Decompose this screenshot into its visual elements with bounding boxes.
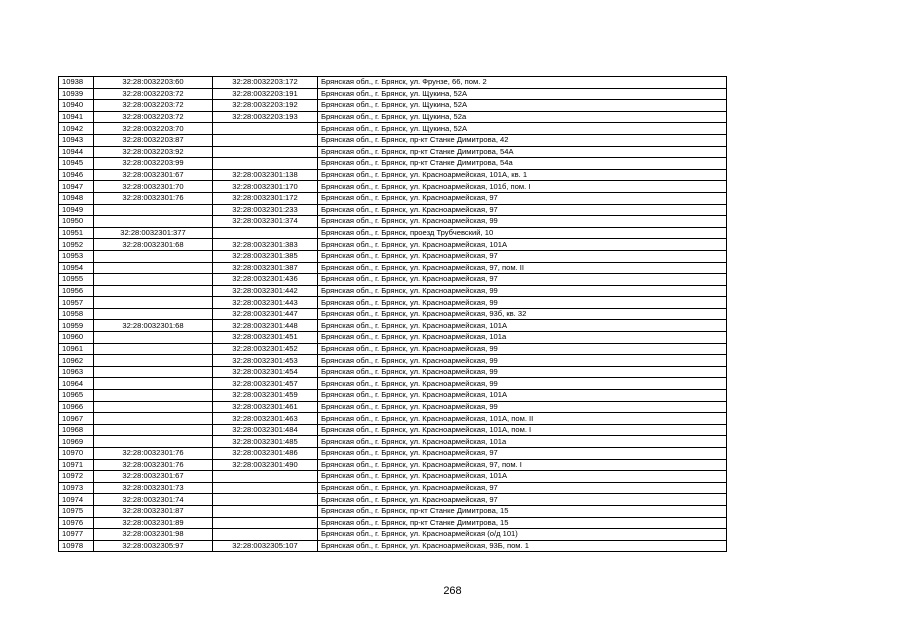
parcel-cadastral-number-cell: 32:28:0032305:97 — [94, 540, 213, 552]
parcel-cadastral-number-cell: 32:28:0032301:377 — [94, 227, 213, 239]
parcel-cadastral-number-cell: 32:28:0032301:89 — [94, 517, 213, 529]
parcel-cadastral-number-cell — [94, 262, 213, 274]
record-number-cell: 10943 — [59, 134, 94, 146]
record-number-cell: 10970 — [59, 448, 94, 460]
parcel-cadastral-number-cell: 32:28:0032301:68 — [94, 320, 213, 332]
object-cadastral-number-cell: 32:28:0032301:490 — [213, 459, 318, 471]
object-cadastral-number-cell — [213, 146, 318, 158]
record-number-cell: 10942 — [59, 123, 94, 135]
parcel-cadastral-number-cell — [94, 390, 213, 402]
table-row — [59, 540, 727, 552]
address-cell: Брянская обл., г. Брянск, ул. Красноармейская, 97, пом. I — [318, 459, 727, 471]
parcel-cadastral-number-cell — [94, 297, 213, 309]
table-row — [59, 88, 727, 100]
cadastral-table-body — [59, 77, 727, 552]
record-number-cell: 10975 — [59, 505, 94, 517]
address-cell: Брянская обл., г. Брянск, ул. Красноармейская, 101А — [318, 239, 727, 251]
record-number-cell: 10971 — [59, 459, 94, 471]
table-row — [59, 274, 727, 286]
table-row — [59, 227, 727, 239]
parcel-cadastral-number-cell: 32:28:0032301:70 — [94, 181, 213, 193]
parcel-cadastral-number-cell — [94, 343, 213, 355]
parcel-cadastral-number-cell — [94, 424, 213, 436]
record-number-cell: 10963 — [59, 366, 94, 378]
object-cadastral-number-cell: 32:28:0032301:457 — [213, 378, 318, 390]
table-row — [59, 459, 727, 471]
address-cell: Брянская обл., г. Брянск, ул. Красноармейская, 97 — [318, 482, 727, 494]
address-cell: Брянская обл., г. Брянск, ул. Красноармейская, 93б, кв. 32 — [318, 308, 727, 320]
address-cell: Брянская обл., г. Брянск, ул. Красноармейская, 101А — [318, 320, 727, 332]
table-row — [59, 146, 727, 158]
record-number-cell: 10978 — [59, 540, 94, 552]
parcel-cadastral-number-cell: 32:28:0032301:67 — [94, 169, 213, 181]
object-cadastral-number-cell — [213, 471, 318, 483]
object-cadastral-number-cell — [213, 227, 318, 239]
table-row — [59, 401, 727, 413]
table-row — [59, 216, 727, 228]
record-number-cell: 10967 — [59, 413, 94, 425]
object-cadastral-number-cell: 32:28:0032301:436 — [213, 274, 318, 286]
object-cadastral-number-cell: 32:28:0032301:374 — [213, 216, 318, 228]
object-cadastral-number-cell: 32:28:0032301:459 — [213, 390, 318, 402]
address-cell: Брянская обл., г. Брянск, ул. Красноармейская, 99 — [318, 401, 727, 413]
address-cell: Брянская обл., г. Брянск, ул. Щукина, 52А — [318, 123, 727, 135]
record-number-cell: 10940 — [59, 100, 94, 112]
table-row — [59, 169, 727, 181]
parcel-cadastral-number-cell: 32:28:0032203:72 — [94, 88, 213, 100]
record-number-cell: 10953 — [59, 250, 94, 262]
record-number-cell: 10939 — [59, 88, 94, 100]
parcel-cadastral-number-cell — [94, 285, 213, 297]
record-number-cell: 10945 — [59, 158, 94, 170]
parcel-cadastral-number-cell: 32:28:0032203:72 — [94, 100, 213, 112]
record-number-cell: 10949 — [59, 204, 94, 216]
address-cell: Брянская обл., г. Брянск, ул. Красноармейская, 99 — [318, 366, 727, 378]
record-number-cell: 10973 — [59, 482, 94, 494]
parcel-cadastral-number-cell: 32:28:0032301:87 — [94, 505, 213, 517]
record-number-cell: 10956 — [59, 285, 94, 297]
table-row — [59, 134, 727, 146]
address-cell: Брянская обл., г. Брянск, ул. Красноармейская, 101А — [318, 471, 727, 483]
record-number-cell: 10977 — [59, 529, 94, 541]
table-row — [59, 505, 727, 517]
address-cell: Брянская обл., г. Брянск, ул. Красноармейская, 99 — [318, 355, 727, 367]
address-cell: Брянская обл., г. Брянск, ул. Щукина, 52А — [318, 88, 727, 100]
parcel-cadastral-number-cell — [94, 308, 213, 320]
object-cadastral-number-cell: 32:28:0032301:385 — [213, 250, 318, 262]
parcel-cadastral-number-cell: 32:28:0032301:68 — [94, 239, 213, 251]
table-row — [59, 517, 727, 529]
object-cadastral-number-cell: 32:28:0032203:192 — [213, 100, 318, 112]
parcel-cadastral-number-cell — [94, 216, 213, 228]
record-number-cell: 10965 — [59, 390, 94, 402]
object-cadastral-number-cell — [213, 482, 318, 494]
address-cell: Брянская обл., г. Брянск, ул. Красноармейская, 101б, пом. I — [318, 181, 727, 193]
record-number-cell: 10961 — [59, 343, 94, 355]
page-number: 268 — [443, 585, 462, 597]
table-row — [59, 355, 727, 367]
record-number-cell: 10938 — [59, 77, 94, 89]
address-cell: Брянская обл., г. Брянск, ул. Красноармейская, 99 — [318, 297, 727, 309]
parcel-cadastral-number-cell: 32:28:0032301:76 — [94, 459, 213, 471]
parcel-cadastral-number-cell — [94, 366, 213, 378]
object-cadastral-number-cell: 32:28:0032301:461 — [213, 401, 318, 413]
address-cell: Брянская обл., г. Брянск, пр-кт Станке Димитрова, 54а — [318, 158, 727, 170]
table-row — [59, 181, 727, 193]
parcel-cadastral-number-cell: 32:28:0032301:76 — [94, 192, 213, 204]
parcel-cadastral-number-cell: 32:28:0032203:87 — [94, 134, 213, 146]
table-row — [59, 123, 727, 135]
object-cadastral-number-cell: 32:28:0032301:170 — [213, 181, 318, 193]
table-row — [59, 529, 727, 541]
address-cell: Брянская обл., г. Брянск, ул. Красноармейская, 97 — [318, 192, 727, 204]
table-row — [59, 285, 727, 297]
table-row — [59, 378, 727, 390]
table-row — [59, 494, 727, 506]
address-cell: Брянская обл., г. Брянск, ул. Красноармейская, 101А, пом. II — [318, 413, 727, 425]
object-cadastral-number-cell: 32:28:0032301:172 — [213, 192, 318, 204]
table-row — [59, 111, 727, 123]
table-row — [59, 448, 727, 460]
table-row — [59, 343, 727, 355]
object-cadastral-number-cell: 32:28:0032301:387 — [213, 262, 318, 274]
parcel-cadastral-number-cell — [94, 274, 213, 286]
parcel-cadastral-number-cell — [94, 332, 213, 344]
object-cadastral-number-cell: 32:28:0032301:447 — [213, 308, 318, 320]
table-row — [59, 297, 727, 309]
record-number-cell: 10969 — [59, 436, 94, 448]
object-cadastral-number-cell: 32:28:0032301:233 — [213, 204, 318, 216]
object-cadastral-number-cell — [213, 494, 318, 506]
address-cell: Брянская обл., г. Брянск, ул. Красноармейская (о/д 101) — [318, 529, 727, 541]
record-number-cell: 10957 — [59, 297, 94, 309]
parcel-cadastral-number-cell — [94, 355, 213, 367]
table-row — [59, 482, 727, 494]
parcel-cadastral-number-cell: 32:28:0032203:92 — [94, 146, 213, 158]
object-cadastral-number-cell: 32:28:0032301:452 — [213, 343, 318, 355]
parcel-cadastral-number-cell: 32:28:0032301:98 — [94, 529, 213, 541]
parcel-cadastral-number-cell: 32:28:0032301:74 — [94, 494, 213, 506]
object-cadastral-number-cell: 32:28:0032203:172 — [213, 77, 318, 89]
object-cadastral-number-cell: 32:28:0032203:191 — [213, 88, 318, 100]
record-number-cell: 10954 — [59, 262, 94, 274]
record-number-cell: 10946 — [59, 169, 94, 181]
address-cell: Брянская обл., г. Брянск, ул. Фрунзе, 66, пом. 2 — [318, 77, 727, 89]
record-number-cell: 10948 — [59, 192, 94, 204]
record-number-cell: 10952 — [59, 239, 94, 251]
record-number-cell: 10958 — [59, 308, 94, 320]
table-row — [59, 436, 727, 448]
record-number-cell: 10951 — [59, 227, 94, 239]
parcel-cadastral-number-cell: 32:28:0032301:67 — [94, 471, 213, 483]
table-row — [59, 239, 727, 251]
object-cadastral-number-cell: 32:28:0032305:107 — [213, 540, 318, 552]
address-cell: Брянская обл., г. Брянск, ул. Щукина, 52а — [318, 111, 727, 123]
record-number-cell: 10966 — [59, 401, 94, 413]
object-cadastral-number-cell: 32:28:0032301:451 — [213, 332, 318, 344]
object-cadastral-number-cell — [213, 517, 318, 529]
object-cadastral-number-cell: 32:28:0032301:383 — [213, 239, 318, 251]
record-number-cell: 10950 — [59, 216, 94, 228]
address-cell: Брянская обл., г. Брянск, проезд Трубчевский, 10 — [318, 227, 727, 239]
address-cell: Брянская обл., г. Брянск, ул. Красноармейская, 93Б, пом. 1 — [318, 540, 727, 552]
object-cadastral-number-cell: 32:28:0032301:442 — [213, 285, 318, 297]
record-number-cell: 10944 — [59, 146, 94, 158]
table-row — [59, 250, 727, 262]
object-cadastral-number-cell: 32:28:0032301:454 — [213, 366, 318, 378]
object-cadastral-number-cell: 32:28:0032301:443 — [213, 297, 318, 309]
table-row — [59, 158, 727, 170]
parcel-cadastral-number-cell: 32:28:0032203:70 — [94, 123, 213, 135]
parcel-cadastral-number-cell: 32:28:0032203:99 — [94, 158, 213, 170]
address-cell: Брянская обл., г. Брянск, пр-кт Станке Димитрова, 15 — [318, 505, 727, 517]
record-number-cell: 10964 — [59, 378, 94, 390]
table-row — [59, 204, 727, 216]
table-row — [59, 262, 727, 274]
record-number-cell: 10960 — [59, 332, 94, 344]
object-cadastral-number-cell: 32:28:0032301:138 — [213, 169, 318, 181]
table-row — [59, 192, 727, 204]
address-cell: Брянская обл., г. Брянск, пр-кт Станке Димитрова, 54А — [318, 146, 727, 158]
table-row — [59, 100, 727, 112]
record-number-cell: 10955 — [59, 274, 94, 286]
address-cell: Брянская обл., г. Брянск, пр-кт Станке Димитрова, 42 — [318, 134, 727, 146]
record-number-cell: 10968 — [59, 424, 94, 436]
object-cadastral-number-cell: 32:28:0032301:448 — [213, 320, 318, 332]
address-cell: Брянская обл., г. Брянск, ул. Красноармейская, 101А, кв. 1 — [318, 169, 727, 181]
object-cadastral-number-cell: 32:28:0032301:485 — [213, 436, 318, 448]
address-cell: Брянская обл., г. Брянск, ул. Щукина, 52А — [318, 100, 727, 112]
parcel-cadastral-number-cell: 32:28:0032301:76 — [94, 448, 213, 460]
address-cell: Брянская обл., г. Брянск, ул. Красноармейская, 99 — [318, 285, 727, 297]
record-number-cell: 10947 — [59, 181, 94, 193]
table-row — [59, 390, 727, 402]
table-row — [59, 413, 727, 425]
table-row — [59, 77, 727, 89]
address-cell: Брянская обл., г. Брянск, ул. Красноармейская, 99 — [318, 378, 727, 390]
parcel-cadastral-number-cell — [94, 436, 213, 448]
object-cadastral-number-cell: 32:28:0032301:463 — [213, 413, 318, 425]
parcel-cadastral-number-cell — [94, 204, 213, 216]
parcel-cadastral-number-cell: 32:28:0032301:73 — [94, 482, 213, 494]
table-row — [59, 471, 727, 483]
address-cell: Брянская обл., г. Брянск, пр-кт Станке Димитрова, 15 — [318, 517, 727, 529]
address-cell: Брянская обл., г. Брянск, ул. Красноармейская, 101А — [318, 390, 727, 402]
table-row — [59, 320, 727, 332]
parcel-cadastral-number-cell — [94, 413, 213, 425]
address-cell: Брянская обл., г. Брянск, ул. Красноармейская, 101а — [318, 436, 727, 448]
record-number-cell: 10972 — [59, 471, 94, 483]
address-cell: Брянская обл., г. Брянск, ул. Красноармейская, 99 — [318, 216, 727, 228]
address-cell: Брянская обл., г. Брянск, ул. Красноармейская, 97 — [318, 274, 727, 286]
object-cadastral-number-cell — [213, 123, 318, 135]
table-row — [59, 332, 727, 344]
parcel-cadastral-number-cell: 32:28:0032203:60 — [94, 77, 213, 89]
object-cadastral-number-cell: 32:28:0032203:193 — [213, 111, 318, 123]
table-row — [59, 424, 727, 436]
address-cell: Брянская обл., г. Брянск, ул. Красноармейская, 99 — [318, 343, 727, 355]
object-cadastral-number-cell — [213, 505, 318, 517]
address-cell: Брянская обл., г. Брянск, ул. Красноармейская, 101а — [318, 332, 727, 344]
object-cadastral-number-cell — [213, 158, 318, 170]
parcel-cadastral-number-cell: 32:28:0032203:72 — [94, 111, 213, 123]
address-cell: Брянская обл., г. Брянск, ул. Красноармейская, 97 — [318, 494, 727, 506]
parcel-cadastral-number-cell — [94, 250, 213, 262]
object-cadastral-number-cell: 32:28:0032301:453 — [213, 355, 318, 367]
object-cadastral-number-cell — [213, 134, 318, 146]
record-number-cell: 10974 — [59, 494, 94, 506]
object-cadastral-number-cell: 32:28:0032301:484 — [213, 424, 318, 436]
object-cadastral-number-cell — [213, 529, 318, 541]
record-number-cell: 10959 — [59, 320, 94, 332]
record-number-cell: 10976 — [59, 517, 94, 529]
parcel-cadastral-number-cell — [94, 378, 213, 390]
address-cell: Брянская обл., г. Брянск, ул. Красноармейская, 101А, пом. I — [318, 424, 727, 436]
address-cell: Брянская обл., г. Брянск, ул. Красноармейская, 97 — [318, 448, 727, 460]
parcel-cadastral-number-cell — [94, 401, 213, 413]
cadastral-table — [58, 76, 727, 552]
record-number-cell: 10941 — [59, 111, 94, 123]
address-cell: Брянская обл., г. Брянск, ул. Красноармейская, 97, пом. II — [318, 262, 727, 274]
object-cadastral-number-cell: 32:28:0032301:486 — [213, 448, 318, 460]
table-row — [59, 308, 727, 320]
address-cell: Брянская обл., г. Брянск, ул. Красноармейская, 97 — [318, 204, 727, 216]
table-row — [59, 366, 727, 378]
record-number-cell: 10962 — [59, 355, 94, 367]
address-cell: Брянская обл., г. Брянск, ул. Красноармейская, 97 — [318, 250, 727, 262]
